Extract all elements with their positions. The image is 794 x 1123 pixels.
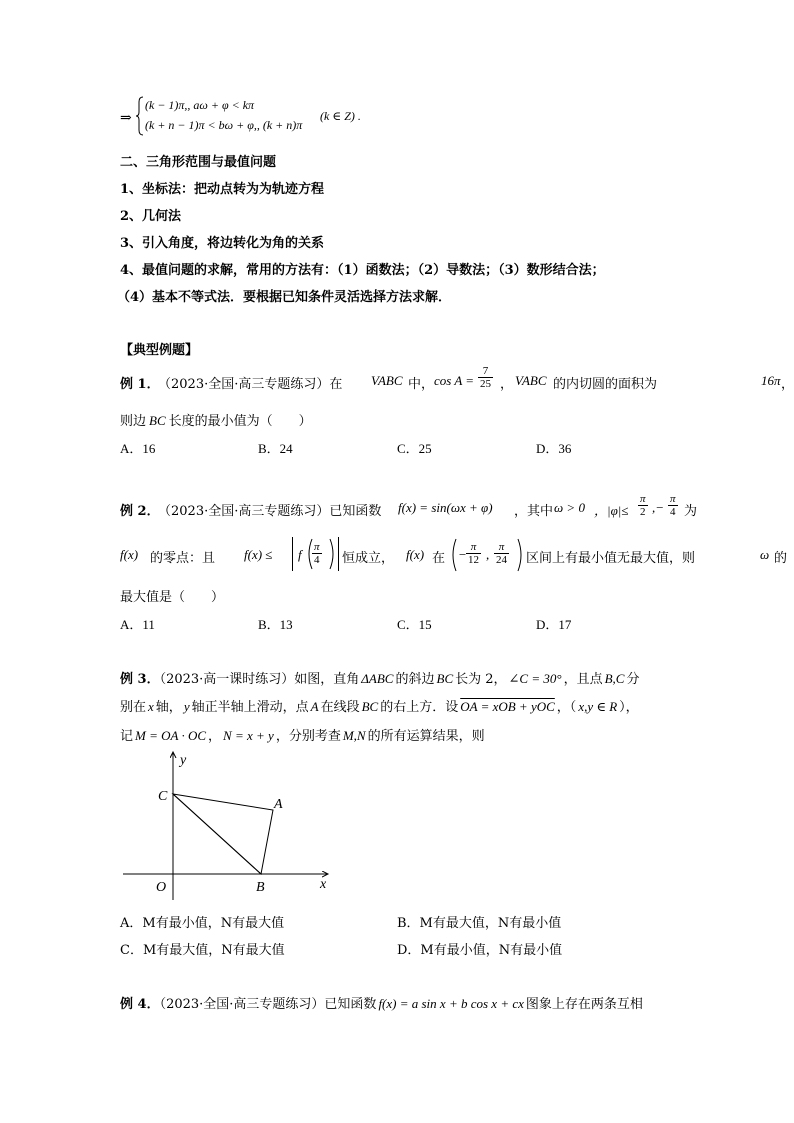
l2-e: 的	[774, 551, 788, 566]
example-2-option-d[interactable]: D．17	[536, 617, 572, 632]
example-1-line-2-tail: 长度的最小值为（ ）	[168, 414, 312, 429]
l2-b: 恒成立，	[342, 551, 395, 566]
y-var: y	[183, 699, 190, 714]
triangle-abc: VABC	[371, 373, 403, 388]
section-item-3: 3、引入角度，将边转化为角的关系	[120, 236, 325, 251]
l2-d: 区间上有最小值无最大值，则	[526, 551, 696, 566]
example-3-option-c[interactable]: C．M有最大值，N有最大值	[120, 943, 285, 958]
cos-a: cos A =	[434, 373, 475, 388]
frac-pi-e: π	[494, 541, 509, 554]
xy-real: x,y ∈ R	[578, 699, 618, 714]
example-2-option-b[interactable]: B．13	[258, 617, 293, 632]
omega-condition: ω > 0	[554, 500, 585, 515]
frac-2: 2	[640, 506, 646, 518]
ex3-l2-a: 别在	[120, 700, 147, 715]
comma: ，	[500, 377, 514, 392]
examples-header: 【典型例题】	[120, 343, 199, 358]
label-x: x	[320, 877, 327, 892]
mn-vars: M,N	[342, 728, 366, 743]
ex3-l2-b: 轴，	[155, 700, 182, 715]
ex3-l2-d: 在线段	[320, 700, 360, 715]
frac-4-b: 4	[314, 554, 320, 566]
l2-c: 在	[432, 551, 446, 566]
section-item-2: 2、几何法	[120, 209, 182, 224]
frac-pi-d: π	[466, 541, 481, 554]
abs-bar-left	[292, 537, 293, 571]
fx-ineq: f(x) ≤	[244, 547, 273, 562]
frac-denominator: 25	[480, 378, 491, 390]
example-1-line-2-text: 则边	[120, 414, 147, 429]
label-a: A	[274, 797, 283, 812]
ex3-l1-c: 长为 2，	[455, 672, 507, 687]
angle-c: ∠C = 30°	[508, 671, 562, 686]
frac-pi-c: π	[314, 541, 320, 553]
neg-sign-2: −	[458, 547, 467, 562]
example-1-tail: 的内切圆的面积为	[553, 377, 658, 392]
example-2-mid: ，其中	[514, 504, 554, 519]
example-2-line-1	[120, 493, 698, 523]
area-value: 16π	[761, 373, 781, 388]
example-2-option-c[interactable]: C．15	[397, 617, 432, 632]
point-a: A	[310, 699, 319, 714]
section-item-4: 4、最值问题的求解，常用的方法有：（1）函数法；（2）导数法；（3）数形结合法；	[120, 263, 605, 278]
wei: 为	[684, 504, 698, 519]
omega: ω	[760, 547, 770, 562]
example-3-line-2	[120, 696, 639, 715]
example-1-label: 例 1．	[120, 377, 160, 392]
section-item-5: （4）基本不等式法．要根据已知条件灵活选择方法求解．	[117, 290, 452, 305]
frac-24: 24	[496, 554, 507, 566]
example-4-line-1	[120, 993, 643, 1012]
example-3-line-1	[120, 668, 639, 687]
label-b: B	[256, 880, 265, 895]
fx-a: f(x)	[120, 547, 139, 562]
example-3-figure	[118, 748, 348, 908]
example-3-option-d[interactable]: D．M有最小值，N有最小值	[397, 943, 563, 958]
vector-equation: OA = xOB + yOC	[460, 699, 555, 714]
example-3-option-b[interactable]: B．M有最大值，N有最小值	[397, 916, 562, 931]
example-3-option-a[interactable]: A．M有最小值，N有最大值	[120, 916, 285, 931]
ex3-l3-d: 的所有运算结果，则	[367, 729, 485, 744]
example-2-line-2	[120, 537, 788, 573]
label-c: C	[158, 789, 168, 804]
neg-sign: ,−	[652, 500, 665, 515]
example-2-option-a[interactable]: A．11	[120, 617, 155, 632]
example-1-option-c[interactable]: C．25	[397, 441, 432, 456]
side-bc-2: BC	[436, 671, 454, 686]
fraction-pi-4	[668, 493, 678, 518]
example-4-label: 例 4．	[120, 997, 160, 1012]
triangle-abc-3: ΔABC	[361, 671, 394, 686]
interval-comma: ,	[486, 547, 490, 562]
abs-bar-right	[338, 537, 339, 571]
ex3-l1-e: 分	[626, 672, 640, 687]
fraction-pi-2	[638, 493, 648, 518]
triangle-abc-shape	[173, 794, 273, 874]
example-1-option-d[interactable]: D．36	[536, 441, 572, 456]
m-equation: M = OA · OC	[135, 728, 207, 743]
ex3-l2-f: ，（	[556, 700, 577, 715]
ex4-tail: 图象上存在两条互相	[525, 997, 643, 1012]
example-3-line-3	[120, 725, 485, 744]
example-1-option-b[interactable]: B．24	[258, 441, 293, 456]
example-2-line-3: 最大值是（ ）	[120, 590, 225, 605]
label-y: y	[180, 753, 187, 768]
ex3-l2-e: 的右上方．设	[380, 700, 459, 715]
n-equation: N = x + y	[223, 728, 274, 743]
example-1-line-2	[120, 410, 312, 429]
frac-4: 4	[670, 506, 676, 518]
implies-symbol: ⇒	[120, 110, 132, 126]
formula-line-1: (k − 1)π,, aω + φ < kπ	[145, 98, 255, 112]
ex3-l1-b: 的斜边	[395, 672, 435, 687]
side-bc: BC	[149, 413, 166, 428]
section-item-1: 1、坐标法：把动点转为为轨迹方程	[120, 182, 325, 197]
frac-12: 12	[468, 554, 479, 566]
left-brace	[136, 96, 144, 136]
fraction-pi-24	[494, 541, 509, 566]
label-o: O	[156, 880, 167, 895]
phi-condition: ，|φ|≤	[594, 503, 629, 518]
ex4-function: f(x) = a sin x + b cos x + cx	[378, 996, 524, 1011]
l2-a: 的零点：且	[150, 551, 216, 566]
ex3-l3-c: ，分别考查	[275, 729, 341, 744]
formula-line-2: (k + n − 1)π < bω + φ,, (k + n)π	[145, 118, 303, 132]
side-bc-3: BC	[361, 699, 379, 714]
example-1-mid: 中，	[408, 377, 435, 392]
section-title: 二、三角形范围与最值问题	[120, 155, 277, 170]
example-1-option-a[interactable]: A．16	[120, 441, 156, 456]
example-1-source: （2023·全国·高三专题练习）在	[158, 377, 343, 392]
function-fx: f(x) = sin(ωx + φ)	[398, 500, 493, 515]
example-2-label: 例 2．	[120, 504, 160, 519]
frac-pi-b: π	[670, 493, 676, 505]
x-var: x	[148, 699, 154, 714]
ex3-l3-a: 记	[120, 729, 134, 744]
f-of-pi4: f	[298, 547, 302, 562]
frac-numerator: 7	[478, 365, 493, 378]
formula-condition: (k ∈ Z) .	[320, 109, 361, 123]
ex3-l1-a: （2023·高一课时练习）如图，直角	[159, 672, 360, 687]
triangle-abc-2: VABC	[515, 373, 547, 388]
frac-pi: π	[640, 493, 646, 505]
fraction-pi-12	[466, 541, 481, 566]
ex3-l2-c: 轴正半轴上滑动，点	[191, 700, 309, 715]
ex3-l3-b: ，	[208, 729, 222, 744]
ex4-source: （2023·全国·高三专题练习）已知函数	[159, 997, 377, 1012]
example-3-label: 例 3．	[120, 672, 160, 687]
ex3-l1-d: ，且点	[563, 672, 603, 687]
points-bc: B,C	[604, 671, 625, 686]
ex3-l2-g: ），	[619, 700, 639, 715]
fx-b: f(x)	[406, 547, 425, 562]
fraction-7-25	[478, 365, 493, 390]
example-2-source: （2023·全国·高三专题练习）已知函数	[158, 504, 382, 519]
comma-2: ，	[781, 377, 794, 392]
fraction-pi-4-b	[312, 541, 322, 566]
